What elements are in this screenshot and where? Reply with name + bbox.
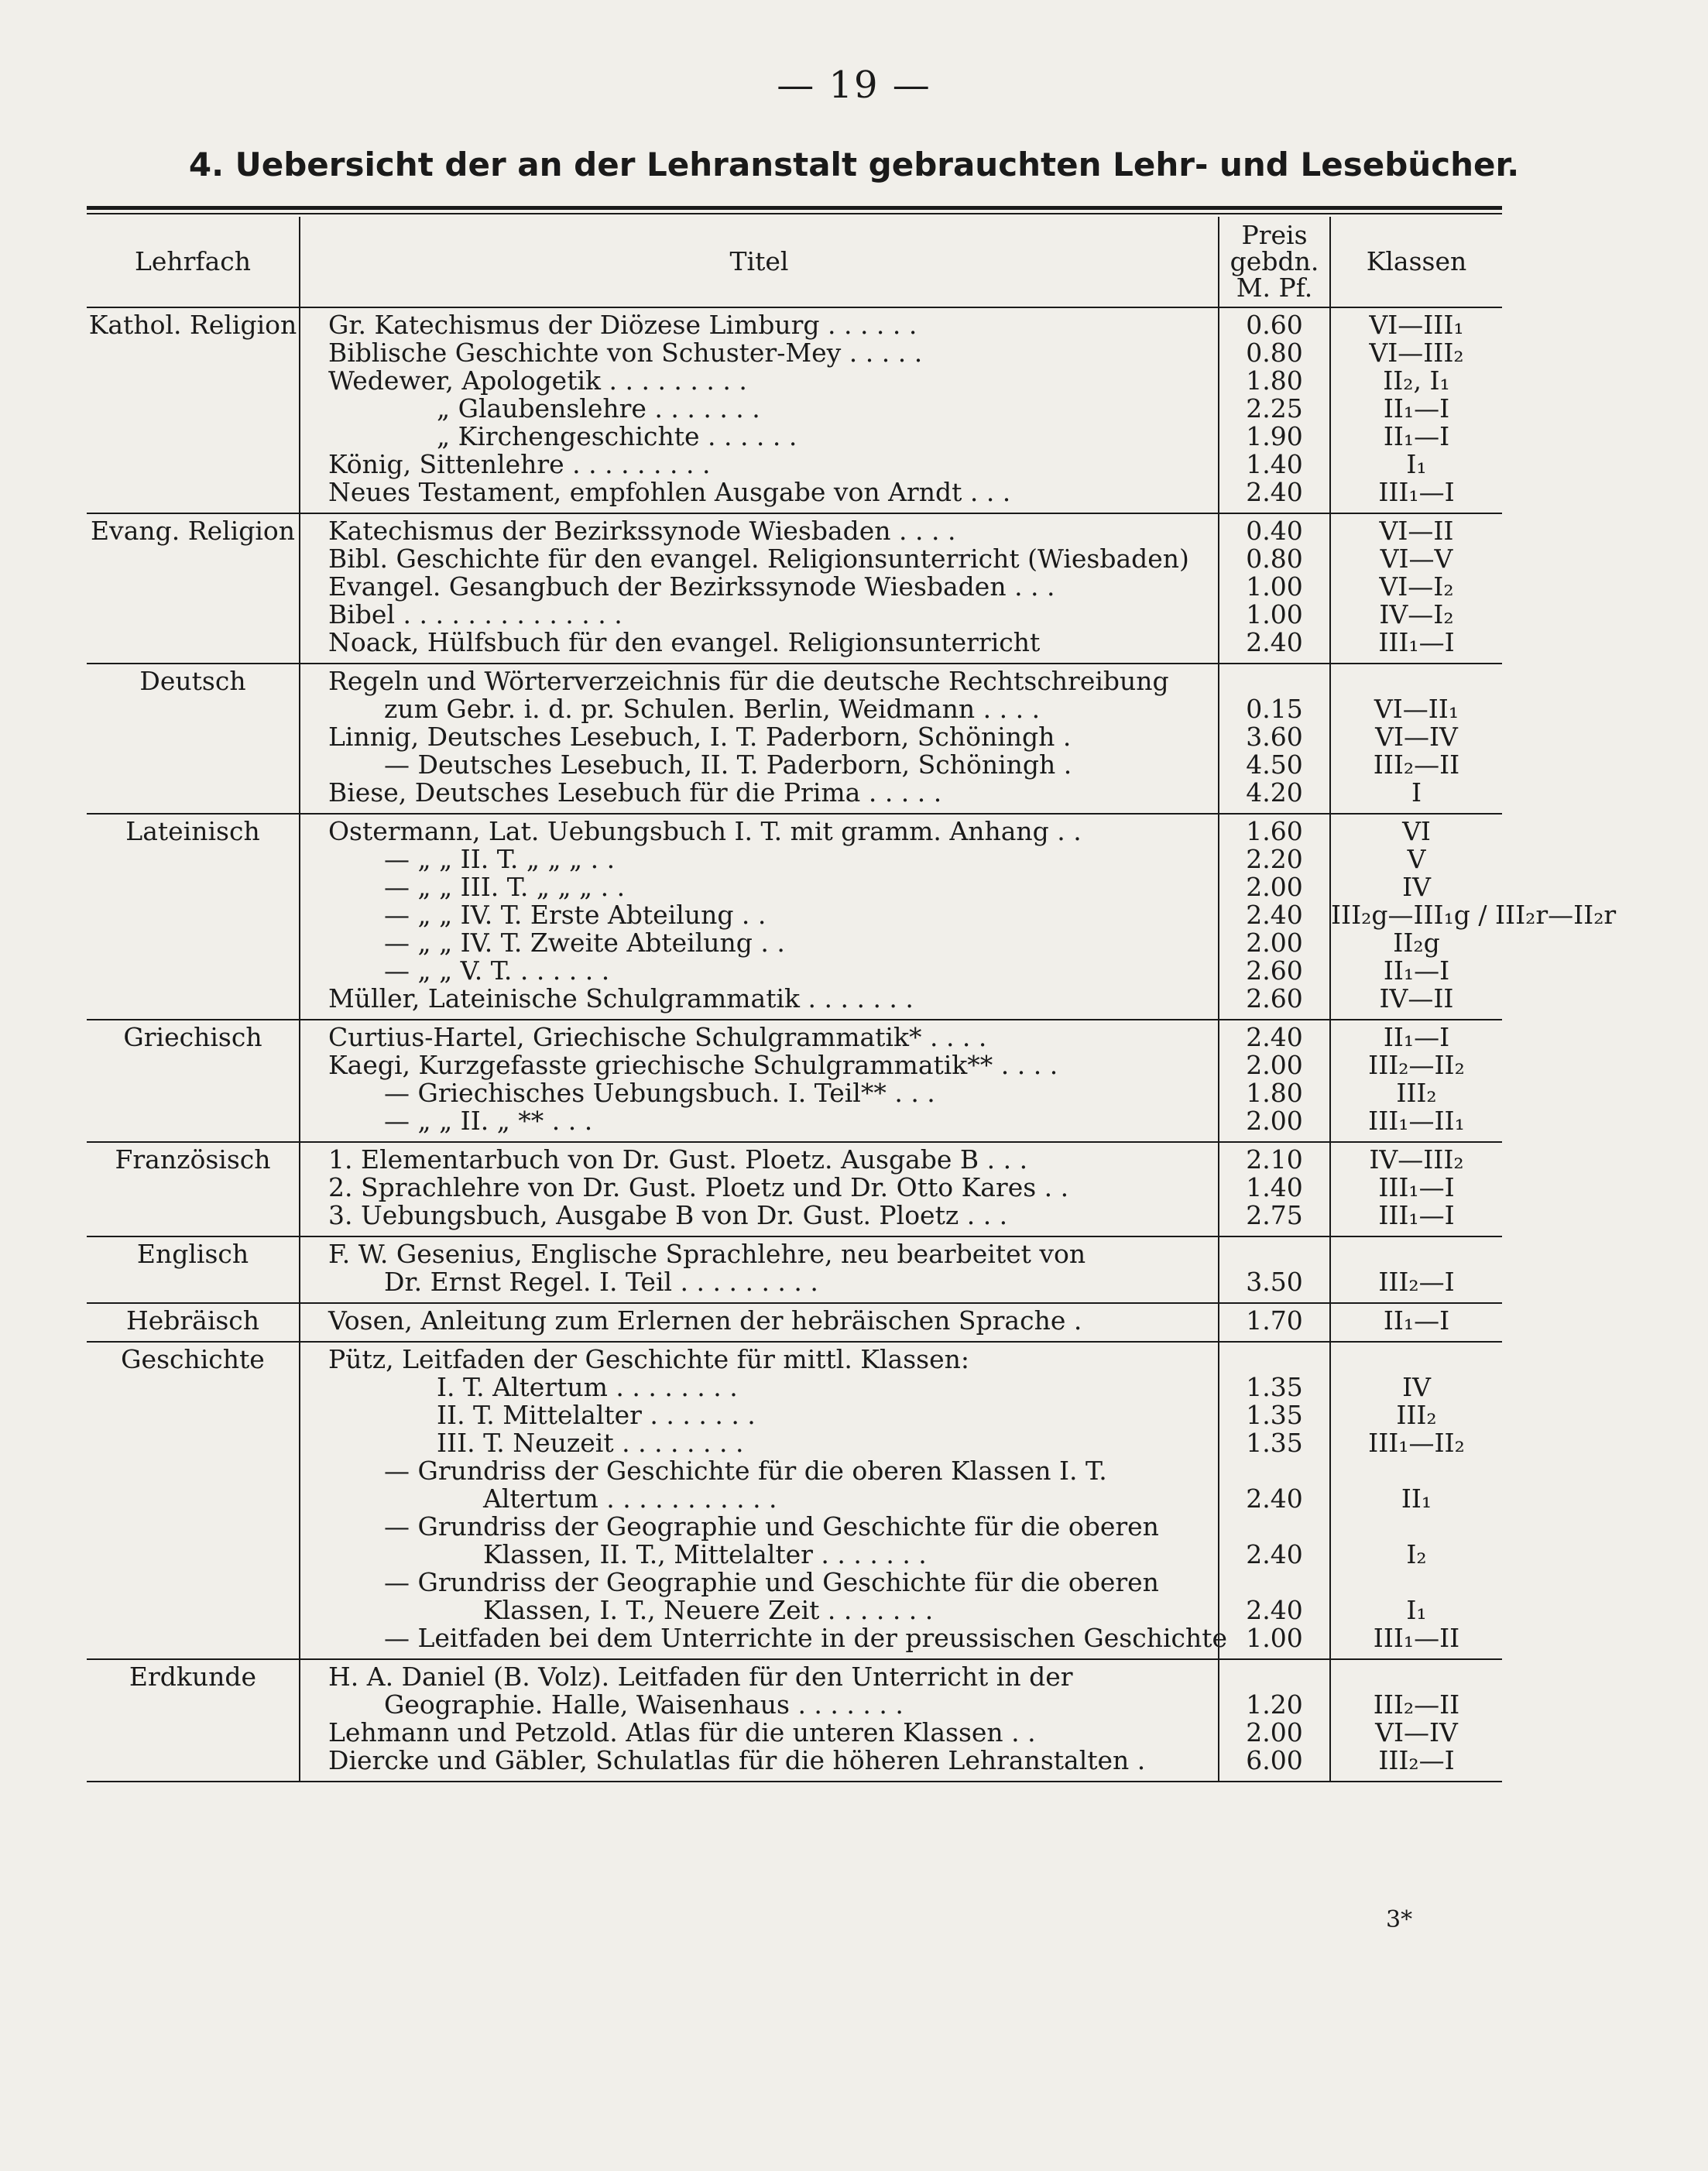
subject-group xyxy=(87,307,1502,513)
table-row xyxy=(87,664,1502,814)
book-price: 2.00 xyxy=(1246,1717,1303,1747)
book-title: Biese, Deutsches Lesebuch für die Prima . . . . . xyxy=(328,777,942,808)
subject-cell: Kathol. Religion xyxy=(87,307,300,513)
book-title: I. T. Altertum . . . . . . . . xyxy=(437,1372,738,1402)
book-title: Gr. Katechismus der Diözese Limburg . . . . . . xyxy=(328,310,917,340)
page-number: — 19 — xyxy=(777,63,931,107)
book-title: Müller, Lateinische Schulgrammatik . . . . . . . xyxy=(328,983,914,1013)
book-price: 1.00 xyxy=(1246,571,1303,602)
book-price: 1.35 xyxy=(1246,1400,1303,1430)
book-classes: VI—III₂ xyxy=(1369,338,1464,368)
book-classes: III₁—I xyxy=(1378,477,1455,507)
table-row xyxy=(87,1020,1502,1142)
book-title: Bibel . . . . . . . . . . . . . . xyxy=(328,599,622,629)
classes-cell xyxy=(1330,814,1617,1020)
book-title: Kaegi, Kurzgefasste griechische Schulgrammatik** . . . . xyxy=(328,1050,1058,1080)
book-price xyxy=(1219,667,1329,695)
book-classes xyxy=(1331,1663,1502,1691)
book-title: Evangel. Gesangbuch der Bezirkssynode Wiesbaden . . . xyxy=(328,571,1055,602)
book-classes xyxy=(1331,667,1502,695)
book-price: 1.60 xyxy=(1246,816,1303,846)
subject-cell: Lateinisch xyxy=(87,814,300,1020)
title-cell xyxy=(300,1303,1219,1342)
classes-cell xyxy=(1330,1236,1502,1303)
price-cell xyxy=(1219,1659,1330,1782)
book-price: 6.00 xyxy=(1246,1745,1303,1775)
book-classes: IV xyxy=(1402,1372,1431,1402)
book-title: Vosen, Anleitung zum Erlernen der hebräischen Sprache . xyxy=(328,1305,1082,1336)
book-title: — „ „ II. T. „ „ „ . . xyxy=(384,844,616,874)
book-title: — Grundriss der Geographie und Geschichte für die oberen xyxy=(384,1567,1159,1597)
book-classes: II₁—I xyxy=(1383,955,1450,986)
book-title: II. T. Mittelalter . . . . . . . xyxy=(437,1400,756,1430)
book-title: Curtius-Hartel, Griechische Schulgrammatik* . . . . xyxy=(328,1022,987,1052)
book-title: 3. Uebungsbuch, Ausgabe B von Dr. Gust. Ploetz . . . xyxy=(328,1200,1008,1230)
classes-cell xyxy=(1330,1659,1502,1782)
title-cell xyxy=(300,814,1219,1020)
table-row xyxy=(87,1236,1502,1303)
subject-group xyxy=(87,1020,1502,1142)
classes-cell xyxy=(1330,307,1502,513)
book-price: 1.35 xyxy=(1246,1372,1303,1402)
book-title: Lehmann und Petzold. Atlas für die unteren Klassen . . xyxy=(328,1717,1036,1747)
book-classes: I₁ xyxy=(1406,1595,1427,1625)
classes-cell xyxy=(1330,513,1502,664)
book-price: 0.60 xyxy=(1246,310,1303,340)
book-classes: III₂—II xyxy=(1373,1689,1460,1720)
book-classes xyxy=(1331,1513,1502,1541)
header-price xyxy=(1219,217,1330,307)
book-price: 1.70 xyxy=(1246,1305,1303,1336)
subject-group xyxy=(87,1142,1502,1236)
book-title: — „ „ III. T. „ „ „ . . xyxy=(384,872,626,902)
book-classes: III₁—II₁ xyxy=(1368,1106,1465,1136)
book-classes: IV—III₂ xyxy=(1369,1144,1464,1175)
book-price: 0.80 xyxy=(1246,544,1303,574)
book-title: Wedewer, Apologetik . . . . . . . . . xyxy=(328,365,747,396)
header-price-line2: gebdn. xyxy=(1230,246,1319,276)
book-classes: III₂—I xyxy=(1378,1745,1455,1775)
book-title: Diercke und Gäbler, Schulatlas für die höheren Lehranstalten . xyxy=(328,1745,1146,1775)
book-price: 2.40 xyxy=(1246,1483,1303,1514)
book-price: 3.50 xyxy=(1246,1267,1303,1297)
book-title: Bibl. Geschichte für den evangel. Religionsunterricht (Wiesbaden) xyxy=(328,544,1189,574)
book-classes: VI—II xyxy=(1379,516,1454,546)
book-price: 1.20 xyxy=(1246,1689,1303,1720)
book-price xyxy=(1219,1346,1329,1374)
book-price: 2.60 xyxy=(1246,955,1303,986)
book-classes: VI—V xyxy=(1380,544,1453,574)
book-title: — Deutsches Lesebuch, II. T. Paderborn, Schöningh . xyxy=(384,749,1072,780)
book-classes: VI—IV xyxy=(1375,722,1458,752)
book-classes: VI xyxy=(1402,816,1431,846)
subject-cell: Hebräisch xyxy=(87,1303,300,1342)
subject-group xyxy=(87,814,1617,1020)
subject-group xyxy=(87,1303,1502,1342)
book-title: Geographie. Halle, Waisenhaus . . . . . . . xyxy=(384,1689,904,1720)
book-title: — Grundriss der Geschichte für die oberen Klassen I. T. xyxy=(384,1456,1107,1486)
table-row xyxy=(87,1342,1502,1659)
title-cell xyxy=(300,1236,1219,1303)
book-classes: III₁—I xyxy=(1378,627,1455,657)
table-row xyxy=(87,1142,1502,1236)
book-price: 0.80 xyxy=(1246,338,1303,368)
book-title: — „ „ IV. T. Erste Abteilung . . xyxy=(384,900,767,930)
book-price: 2.40 xyxy=(1246,477,1303,507)
book-classes xyxy=(1331,1240,1502,1268)
subject-group xyxy=(87,1236,1502,1303)
book-classes: V xyxy=(1407,844,1426,874)
classes-cell xyxy=(1330,1342,1502,1659)
book-price: 2.00 xyxy=(1246,1106,1303,1136)
book-title: — Leitfaden bei dem Unterrichte in der preussischen Geschichte xyxy=(384,1623,1228,1653)
book-title: Altertum . . . . . . . . . . . xyxy=(483,1483,777,1514)
book-title: — „ „ II. „ ** . . . xyxy=(384,1106,593,1136)
book-price: 4.50 xyxy=(1246,749,1303,780)
price-cell xyxy=(1219,307,1330,513)
table-row xyxy=(87,1659,1502,1782)
subject-cell: Evang. Religion xyxy=(87,513,300,664)
page-title: 4. Uebersicht der an der Lehranstalt gebrauchten Lehr- und Lesebücher. xyxy=(188,146,1520,183)
table-row xyxy=(87,814,1502,1020)
book-title: III. T. Neuzeit . . . . . . . . xyxy=(437,1428,744,1458)
book-title: zum Gebr. i. d. pr. Schulen. Berlin, Weidmann . . . . xyxy=(384,694,1041,724)
book-title: Noack, Hülfsbuch für den evangel. Religionsunterricht xyxy=(328,627,1041,657)
book-classes: II₂g xyxy=(1393,928,1440,958)
book-title: Klassen, I. T., Neuere Zeit . . . . . . . xyxy=(483,1595,934,1625)
book-classes: III₂—II xyxy=(1373,749,1460,780)
book-classes: II₁—I xyxy=(1383,421,1450,451)
book-price: 4.20 xyxy=(1246,777,1303,808)
book-title: Klassen, II. T., Mittelalter . . . . . . . xyxy=(483,1539,927,1569)
book-title: „ Glaubenslehre . . . . . . . xyxy=(437,393,760,424)
title-cell xyxy=(300,1659,1219,1782)
title-cell xyxy=(300,1142,1219,1236)
book-classes: II₂, I₁ xyxy=(1383,365,1450,396)
book-title: Ostermann, Lat. Uebungsbuch I. T. mit gramm. Anhang . . xyxy=(328,816,1082,846)
book-classes: III₂—II₂ xyxy=(1368,1050,1465,1080)
header-title: Titel xyxy=(300,217,1219,307)
book-title: Neues Testament, empfohlen Ausgabe von Arndt . . . xyxy=(328,477,1011,507)
book-price xyxy=(1219,1457,1329,1485)
book-classes: IV—I₂ xyxy=(1379,599,1454,629)
price-cell xyxy=(1219,513,1330,664)
book-price: 1.40 xyxy=(1246,449,1303,479)
book-title: Katechismus der Bezirkssynode Wiesbaden . . . . xyxy=(328,516,956,546)
book-classes: III₂—I xyxy=(1378,1267,1455,1297)
book-title: — „ „ V. T. . . . . . . xyxy=(384,955,610,986)
book-classes: III₂g—III₁g / III₂r—II₂r xyxy=(1331,900,1617,930)
title-cell xyxy=(300,513,1219,664)
subject-group xyxy=(87,1342,1502,1659)
subject-cell: Deutsch xyxy=(87,664,300,814)
subject-cell: Geschichte xyxy=(87,1342,300,1659)
book-classes: VI—II₁ xyxy=(1374,694,1459,724)
book-price: 2.40 xyxy=(1246,1595,1303,1625)
book-title: Dr. Ernst Regel. I. Teil . . . . . . . . . xyxy=(384,1267,818,1297)
signature-mark: 3* xyxy=(1386,1906,1413,1933)
book-classes: II₁—I xyxy=(1383,1305,1450,1336)
book-price xyxy=(1219,1513,1329,1541)
book-classes: VI—III₁ xyxy=(1369,310,1464,340)
top-rule-thick xyxy=(87,206,1502,210)
title-cell xyxy=(300,307,1219,513)
book-title: 1. Elementarbuch von Dr. Gust. Ploetz. Ausgabe B . . . xyxy=(328,1144,1028,1175)
book-classes: IV xyxy=(1402,872,1431,902)
classes-cell xyxy=(1330,664,1502,814)
header-price-line1: Preis xyxy=(1241,220,1308,250)
book-price: 2.40 xyxy=(1246,900,1303,930)
table-row xyxy=(87,1303,1502,1342)
title-cell xyxy=(300,664,1219,814)
book-classes: I xyxy=(1411,777,1422,808)
book-title: 2. Sprachlehre von Dr. Gust. Ploetz und Dr. Otto Kares . . xyxy=(328,1172,1069,1202)
book-price: 1.90 xyxy=(1246,421,1303,451)
price-cell xyxy=(1219,1342,1330,1659)
book-classes: III₂ xyxy=(1396,1078,1437,1108)
subject-cell: Englisch xyxy=(87,1236,300,1303)
book-price: 2.00 xyxy=(1246,1050,1303,1080)
book-classes: II₁—I xyxy=(1383,1022,1450,1052)
book-classes: III₂ xyxy=(1396,1400,1437,1430)
table-header-row xyxy=(87,217,1502,307)
book-title: Pütz, Leitfaden der Geschichte für mittl. Klassen: xyxy=(328,1344,969,1374)
header-subject: Lehrfach xyxy=(87,217,300,307)
book-classes: III₁—II₂ xyxy=(1368,1428,1465,1458)
book-price xyxy=(1219,1663,1329,1691)
price-cell xyxy=(1219,1236,1330,1303)
book-title: F. W. Gesenius, Englische Sprachlehre, neu bearbeitet von xyxy=(328,1239,1086,1269)
price-cell xyxy=(1219,1020,1330,1142)
price-cell xyxy=(1219,1303,1330,1342)
subject-group xyxy=(87,664,1502,814)
classes-cell xyxy=(1330,1142,1502,1236)
book-classes: I₂ xyxy=(1406,1539,1427,1569)
classes-cell xyxy=(1330,1020,1502,1142)
book-title: „ Kirchengeschichte . . . . . . xyxy=(437,421,797,451)
book-title: Linnig, Deutsches Lesebuch, I. T. Paderborn, Schöningh . xyxy=(328,722,1072,752)
book-price: 0.40 xyxy=(1246,516,1303,546)
title-cell xyxy=(300,1342,1228,1659)
book-classes: III₁—I xyxy=(1378,1172,1455,1202)
book-title: — Grundriss der Geographie und Geschichte für die oberen xyxy=(384,1511,1159,1542)
top-rule-thin xyxy=(87,213,1502,214)
book-title: Biblische Geschichte von Schuster-Mey . . . . . xyxy=(328,338,923,368)
book-title: — Griechisches Uebungsbuch. I. Teil** . . . xyxy=(384,1078,935,1108)
subject-cell: Griechisch xyxy=(87,1020,300,1142)
book-price: 2.00 xyxy=(1246,872,1303,902)
price-cell xyxy=(1219,664,1330,814)
book-classes xyxy=(1331,1346,1502,1374)
book-classes: VI—I₂ xyxy=(1379,571,1454,602)
book-price: 1.35 xyxy=(1246,1428,1303,1458)
subject-cell: Erdkunde xyxy=(87,1659,300,1782)
header-price-line3: M. Pf. xyxy=(1236,273,1313,303)
book-price: 2.10 xyxy=(1246,1144,1303,1175)
book-title: H. A. Daniel (B. Volz). Leitfaden für den Unterricht in der xyxy=(328,1662,1073,1692)
book-price: 1.80 xyxy=(1246,365,1303,396)
book-price: 2.40 xyxy=(1246,627,1303,657)
table-row xyxy=(87,307,1502,513)
book-price: 1.00 xyxy=(1246,599,1303,629)
book-classes: II₁—I xyxy=(1383,393,1450,424)
book-price: 2.75 xyxy=(1246,1200,1303,1230)
book-price: 1.00 xyxy=(1246,1623,1303,1653)
book-classes: I₁ xyxy=(1406,449,1427,479)
book-price: 2.20 xyxy=(1246,844,1303,874)
textbook-table xyxy=(87,217,1617,1782)
book-classes xyxy=(1331,1569,1502,1597)
classes-cell xyxy=(1330,1303,1502,1342)
subject-group xyxy=(87,1659,1502,1782)
table-row xyxy=(87,513,1502,664)
book-price: 1.40 xyxy=(1246,1172,1303,1202)
book-price: 2.40 xyxy=(1246,1022,1303,1052)
title-cell xyxy=(300,1020,1219,1142)
price-cell xyxy=(1219,1142,1330,1236)
book-title: König, Sittenlehre . . . . . . . . . xyxy=(328,449,711,479)
book-classes: III₁—I xyxy=(1378,1200,1455,1230)
subject-cell: Französisch xyxy=(87,1142,300,1236)
book-price: 2.60 xyxy=(1246,983,1303,1013)
book-classes: IV—II xyxy=(1379,983,1454,1013)
book-classes: VI—IV xyxy=(1375,1717,1458,1747)
book-price xyxy=(1219,1569,1329,1597)
book-price: 1.80 xyxy=(1246,1078,1303,1108)
book-price: 2.40 xyxy=(1246,1539,1303,1569)
subject-group xyxy=(87,513,1502,664)
book-price: 0.15 xyxy=(1246,694,1303,724)
book-price xyxy=(1219,1240,1329,1268)
price-cell xyxy=(1219,814,1330,1020)
book-price: 2.00 xyxy=(1246,928,1303,958)
book-title: Regeln und Wörterverzeichnis für die deutsche Rechtschreibung xyxy=(328,666,1169,696)
book-classes xyxy=(1331,1457,1502,1485)
header-classes: Klassen xyxy=(1330,217,1502,307)
book-price: 3.60 xyxy=(1246,722,1303,752)
book-title: — „ „ IV. T. Zweite Abteilung . . xyxy=(384,928,785,958)
book-classes: II₁ xyxy=(1401,1483,1432,1514)
book-price: 2.25 xyxy=(1246,393,1303,424)
book-classes: III₁—II xyxy=(1373,1623,1460,1653)
